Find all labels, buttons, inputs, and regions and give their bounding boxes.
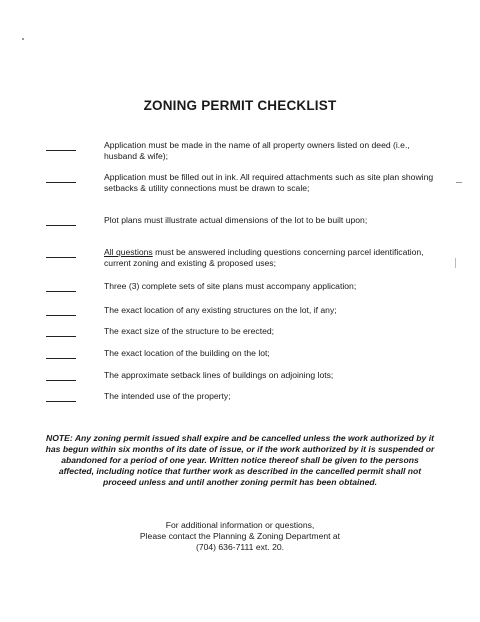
checkbox-blank bbox=[46, 182, 76, 183]
checklist-item-text: Application must be filled out in ink. All required attachments such as site plan showing setbacks & utility connections must be drawn to scale; bbox=[104, 172, 434, 193]
expiration-note: NOTE: Any zoning permit issued shall expire and be cancelled unless the work authorized by it has begun within six months of its date of issue, or if the work authorized by it is suspended or abandoned for a period of one year. Written notice thereof shall be given to the persons affected, including notice that further work as described in the cancelled permit shall not proceed unless and until another zoning permit has been obtained. bbox=[45, 433, 435, 487]
checkbox-blank bbox=[46, 315, 76, 316]
checkbox-blank bbox=[46, 225, 76, 226]
checklist-item-text: The exact size of the structure to be erected; bbox=[104, 326, 275, 336]
checklist-item-text: The exact location of any existing structures on the lot, if any; bbox=[104, 305, 337, 315]
checkbox-blank bbox=[46, 291, 76, 292]
checkbox-blank bbox=[46, 358, 76, 359]
checklist-item-text: The intended use of the property; bbox=[104, 391, 231, 401]
checkbox-blank bbox=[46, 150, 76, 151]
checklist-item-text: The approximate setback lines of buildings on adjoining lots; bbox=[104, 370, 334, 380]
checklist-item-text: The exact location of the building on the lot; bbox=[104, 348, 270, 358]
checklist-item-text bbox=[104, 247, 434, 269]
scan-speck bbox=[456, 182, 462, 183]
checkbox-blank bbox=[46, 401, 76, 402]
contact-line: For additional information or questions, bbox=[165, 520, 315, 530]
checkbox-blank bbox=[46, 257, 76, 258]
checklist-item-text: Plot plans must illustrate actual dimensions of the lot to be built upon; bbox=[104, 215, 368, 225]
checklist-item-text-rest: must be answered including questions concerning parcel identification, current zoning and existing & proposed uses; bbox=[104, 247, 424, 268]
scan-speck bbox=[22, 38, 24, 40]
checkbox-blank bbox=[46, 380, 76, 381]
checklist-item-text: Application must be made in the name of all property owners listed on deed (i.e., husband & wife); bbox=[104, 140, 410, 161]
page-title: ZONING PERMIT CHECKLIST bbox=[143, 98, 337, 113]
checkbox-blank bbox=[46, 336, 76, 337]
contact-info bbox=[0, 520, 480, 553]
checklist-item-text: Three (3) complete sets of site plans must accompany application; bbox=[104, 281, 357, 291]
emphasis-underline: All questions bbox=[104, 247, 153, 257]
scan-speck bbox=[455, 258, 456, 268]
contact-line: Please contact the Planning & Zoning Department at bbox=[139, 531, 341, 541]
contact-phone: (704) 636-7111 ext. 20. bbox=[195, 542, 285, 552]
